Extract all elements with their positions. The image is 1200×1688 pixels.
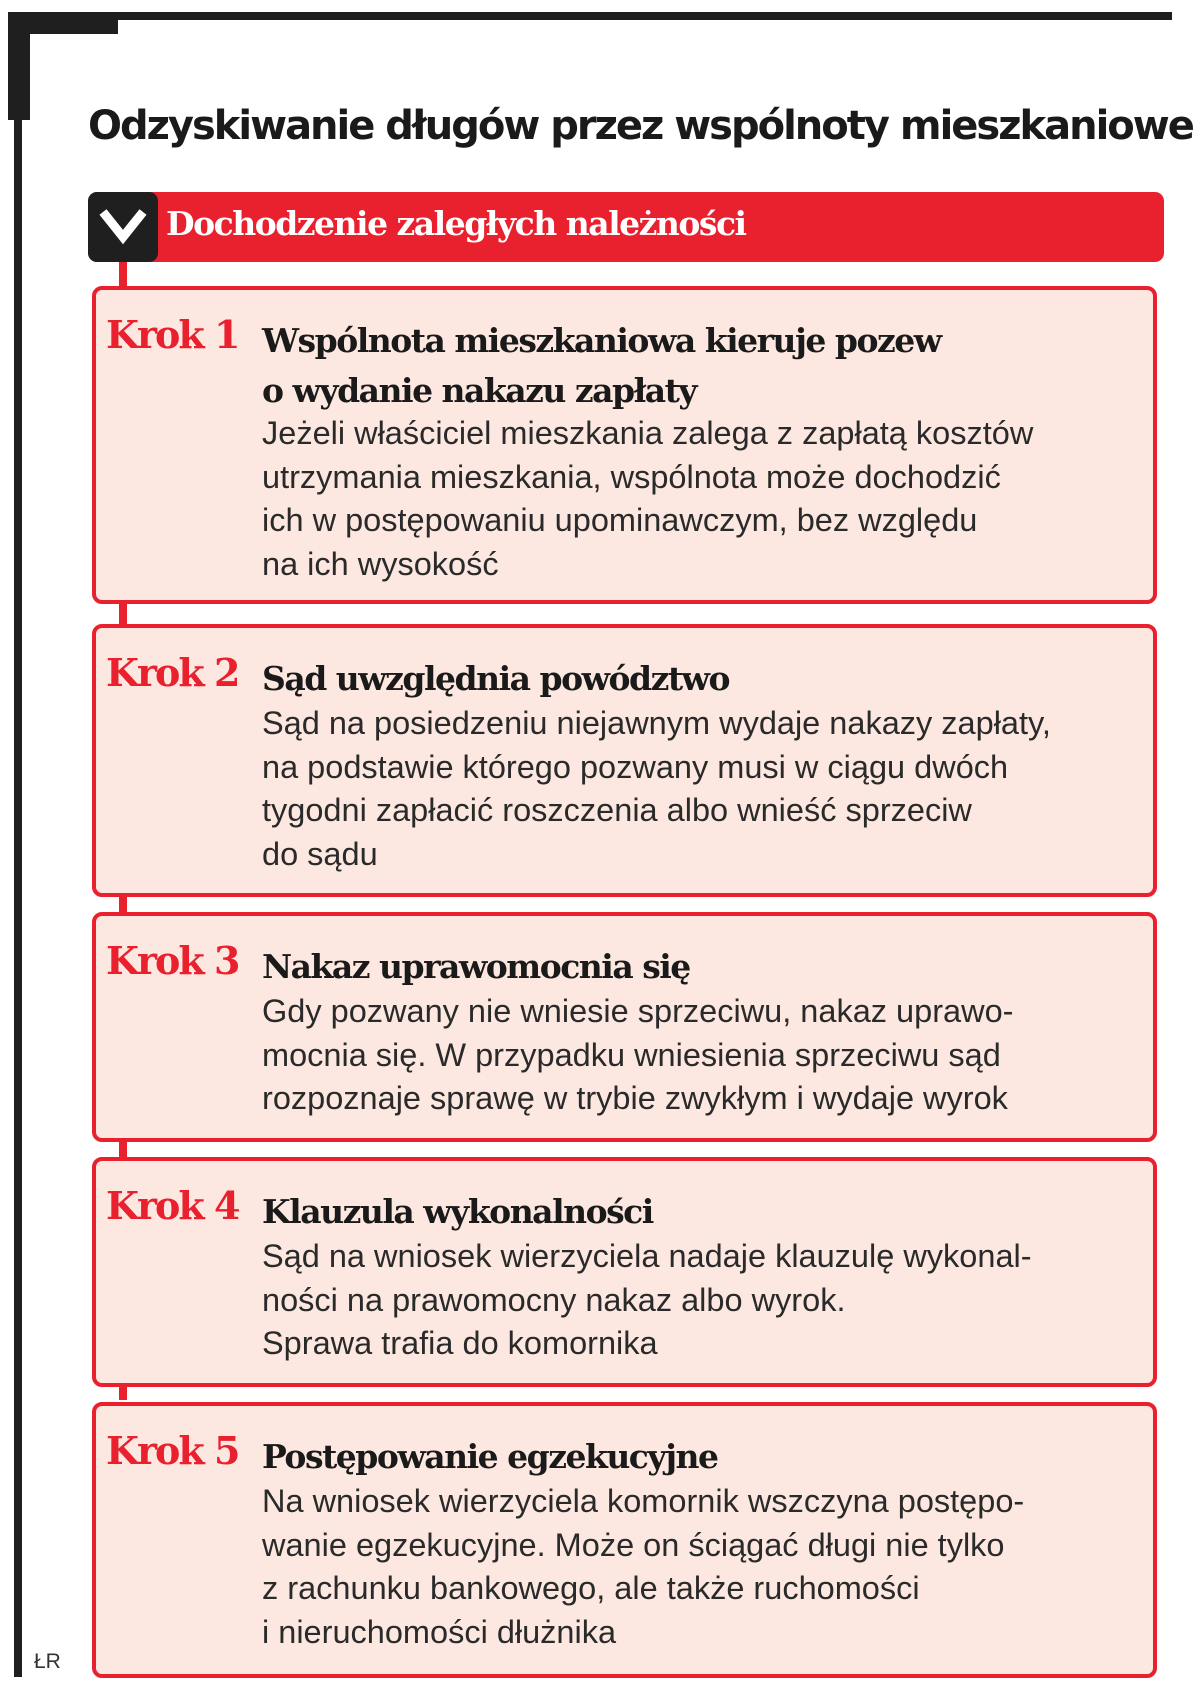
step-description	[262, 1480, 1142, 1654]
step-title-line: Postępowanie egzekucyjne	[262, 1437, 718, 1476]
step-title	[262, 1432, 1142, 1482]
step-description-line: Sprawa trafia do komornika	[262, 1325, 658, 1361]
step-description	[262, 1235, 1142, 1366]
step-description-line: mocnia się. W przypadku wniesienia sprzeciwu sąd	[262, 1036, 1001, 1073]
step-description	[262, 990, 1142, 1121]
step-title	[262, 316, 1142, 416]
page-title: Odzyskiwanie długów przez wspólnoty mieszkaniowe	[88, 103, 1193, 149]
step-title-line: Nakaz uprawomocnia się	[262, 947, 690, 986]
step-title-line: Wspólnota mieszkaniowa kieruje pozew	[262, 321, 941, 360]
step-description-line: Jeżeli właściciel mieszkania zalega z zapłatą kosztów	[262, 415, 1034, 451]
step-box-3	[92, 912, 1157, 1142]
step-number: Krok 5	[106, 1428, 239, 1473]
step-description-line: ich w postępowaniu upominawczym, bez względu	[262, 502, 978, 538]
step-description-line: tygodni zapłacić roszczenia albo wnieść sprzeciw	[262, 792, 972, 828]
step-description-line: Sąd na wniosek wierzyciela nadaje klauzulę wykonal-	[262, 1238, 1032, 1274]
step-description-line: ności na prawomocny nakaz albo wyrok.	[262, 1281, 846, 1318]
step-description-line: rozpoznaje sprawę w trybie zwykłym i wydaje wyrok	[262, 1080, 1008, 1116]
step-title-line: Klauzula wykonalności	[262, 1192, 653, 1231]
step-number: Krok 3	[106, 938, 239, 983]
step-description-line: na podstawie którego pozwany musi w ciągu dwóch	[262, 748, 1009, 785]
step-box-4	[92, 1157, 1157, 1387]
section-icon-box	[88, 192, 158, 262]
step-description-line: Sąd na posiedzeniu niejawnym wydaje nakazy zapłaty,	[262, 705, 1051, 741]
step-box-5	[92, 1402, 1157, 1678]
section-title: Dochodzenie zaległych należności	[166, 204, 746, 243]
step-box-1	[92, 286, 1157, 604]
frame-top-rule	[8, 12, 1172, 20]
step-description-line: i nieruchomości dłużnika	[262, 1613, 617, 1650]
step-description-line: wanie egzekucyjne. Może on ściągać długi nie tylko	[262, 1526, 1005, 1563]
step-description-line: Na wniosek wierzyciela komornik wszczyna postępo-	[262, 1483, 1025, 1519]
chevron-down-icon	[99, 207, 147, 245]
step-box-2	[92, 624, 1157, 897]
step-number: Krok 1	[106, 312, 239, 357]
author-credit: ŁR	[34, 1650, 61, 1673]
step-description-line: na ich wysokość	[262, 545, 499, 582]
frame-left-rule	[14, 12, 22, 1677]
step-description	[262, 702, 1142, 876]
step-description-line: z rachunku bankowego, ale także ruchomości	[262, 1570, 920, 1606]
step-description-line: utrzymania mieszkania, wspólnota może dochodzić	[262, 458, 1001, 495]
step-title	[262, 1187, 1142, 1237]
step-number: Krok 4	[106, 1183, 239, 1228]
step-description-line: do sądu	[262, 835, 378, 872]
step-description-line: Gdy pozwany nie wniesie sprzeciwu, nakaz uprawo-	[262, 993, 1014, 1029]
step-description	[262, 412, 1142, 586]
step-title	[262, 654, 1142, 704]
step-number: Krok 2	[106, 650, 239, 695]
step-title	[262, 942, 1142, 992]
step-title-line: o wydanie nakazu zapłaty	[262, 371, 697, 410]
step-title-line: Sąd uwzględnia powództwo	[262, 659, 729, 698]
